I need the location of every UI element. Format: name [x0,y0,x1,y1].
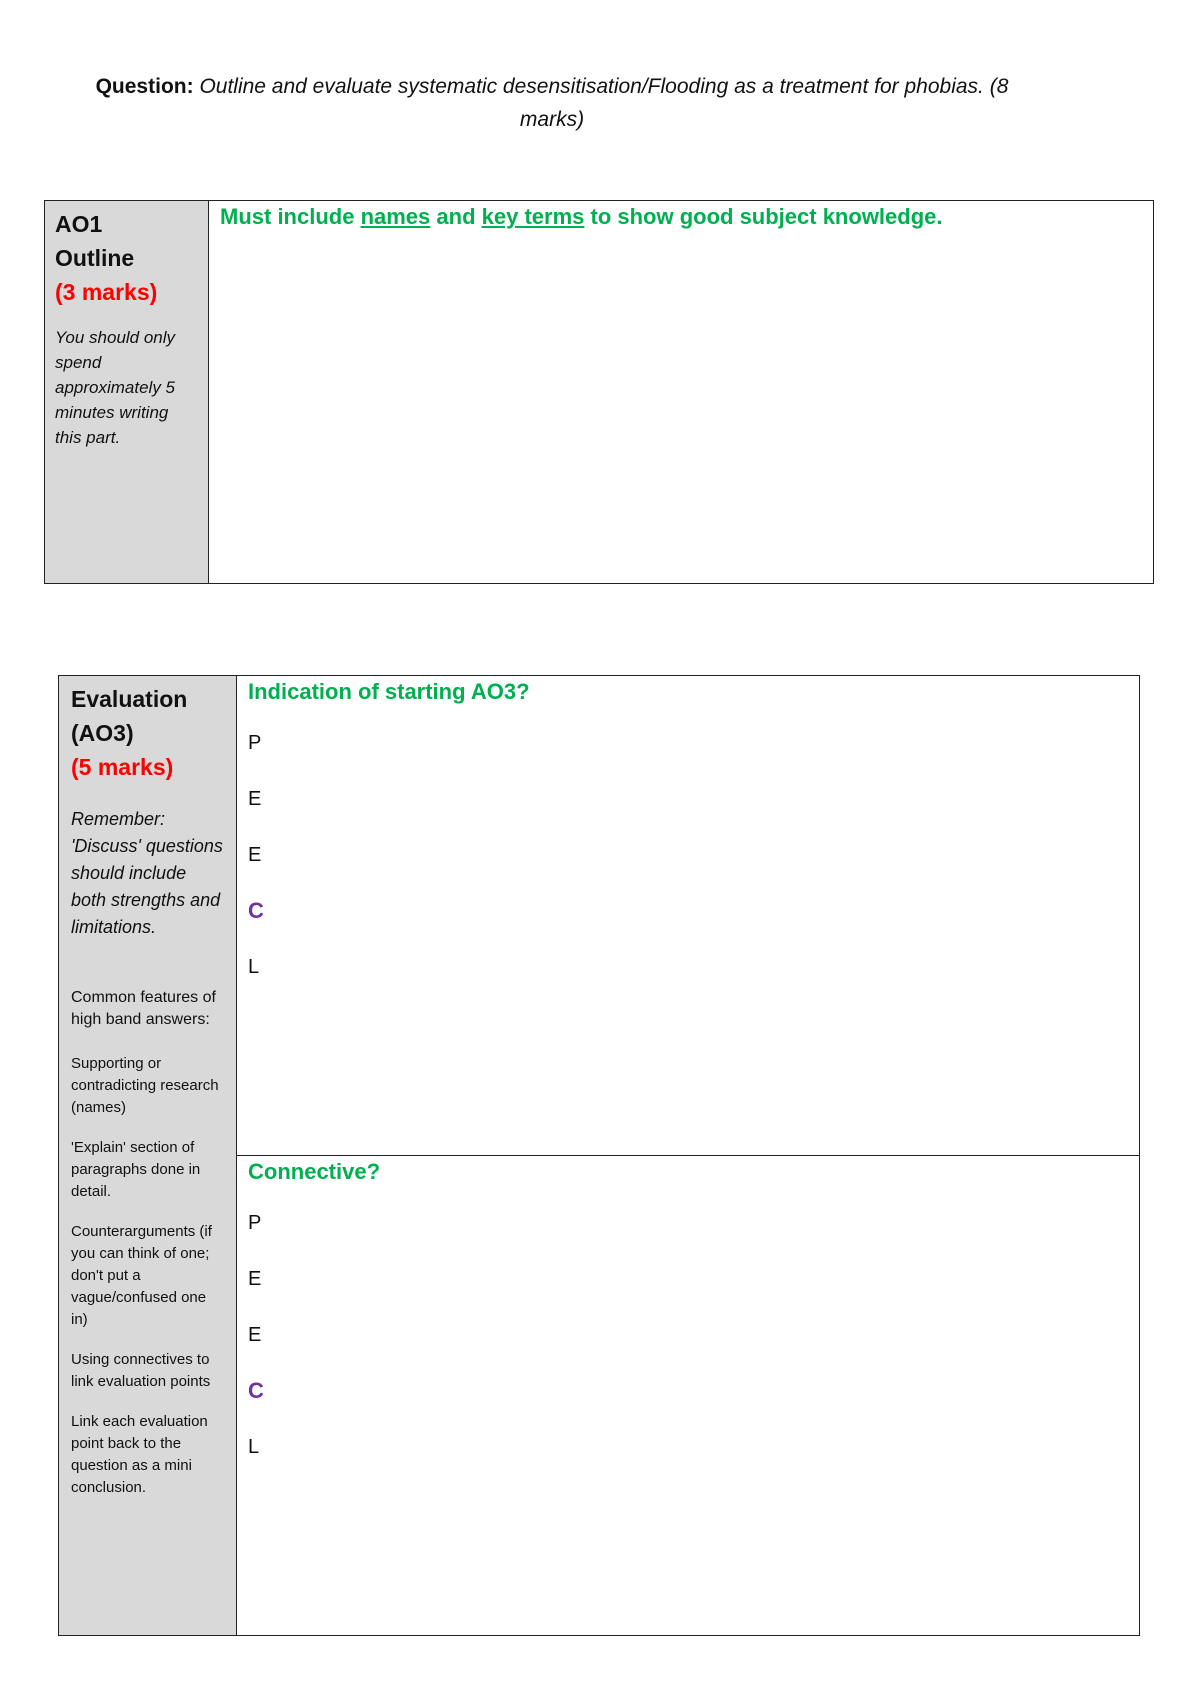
feature-item: Counterarguments (if you can think of one; don't put a vague/confused one in) [71,1223,212,1328]
ao1-instruction-part3: to show good subject knowledge. [584,204,943,229]
ao1-table [44,200,1154,584]
feature-item: Supporting or contradicting research (names) [71,1055,219,1116]
ao1-instruction-part2: and [430,204,482,229]
evaluation-subheading: (AO3) [71,720,134,746]
block1-prompt: Indication of starting AO3? [248,679,530,704]
ao1-instruction-part1: Must include [220,204,361,229]
remember-note: Remember: 'Discuss' questions should include both strengths and limitations. [71,809,223,937]
pee-evidence: E [248,844,262,866]
pee-explain: E [248,1268,262,1290]
feature-item: Using connectives to link evaluation points [71,1351,211,1390]
pee-evidence: E [248,1324,262,1346]
feature-item: Link each evaluation point back to the question as a mini conclusion. [71,1413,208,1496]
ao1-heading: AO1 [55,211,103,237]
pee-point: P [248,732,262,754]
ao1-subheading: Outline [55,245,135,271]
evaluation-sidebar [59,676,237,1636]
question [62,70,1042,136]
evaluation-block-2[interactable] [237,1156,1140,1636]
ao1-note: You should only spend approximately 5 minutes writing this part. [55,328,176,447]
pee-counter: C [248,898,264,923]
ao1-answer-area[interactable] [209,201,1154,584]
question-text: Outline and evaluate systematic desensitisation/Flooding as a treatment for phobias. (8 marks) [199,75,1009,131]
ao1-instruction [220,204,1142,230]
evaluation-heading: Evaluation [71,686,188,712]
evaluation-table [58,675,1140,1636]
pee-point: P [248,1212,262,1234]
block2-prompt: Connective? [248,1159,381,1184]
evaluation-block-1[interactable] [237,676,1140,1156]
question-label: Question: [95,75,194,98]
pee-counter: C [248,1378,264,1403]
common-features-heading: Common features of high band answers: [71,989,216,1028]
pee-link: L [248,956,260,978]
pee-link: L [248,1436,260,1458]
ao1-marks: (3 marks) [55,279,158,305]
ao1-sidebar [45,201,209,584]
ao1-instruction-names: names [360,204,431,229]
ao1-instruction-key-terms: key terms [481,204,585,229]
evaluation-marks: (5 marks) [71,754,174,780]
pee-explain: E [248,788,262,810]
feature-item: 'Explain' section of paragraphs done in detail. [71,1139,201,1200]
